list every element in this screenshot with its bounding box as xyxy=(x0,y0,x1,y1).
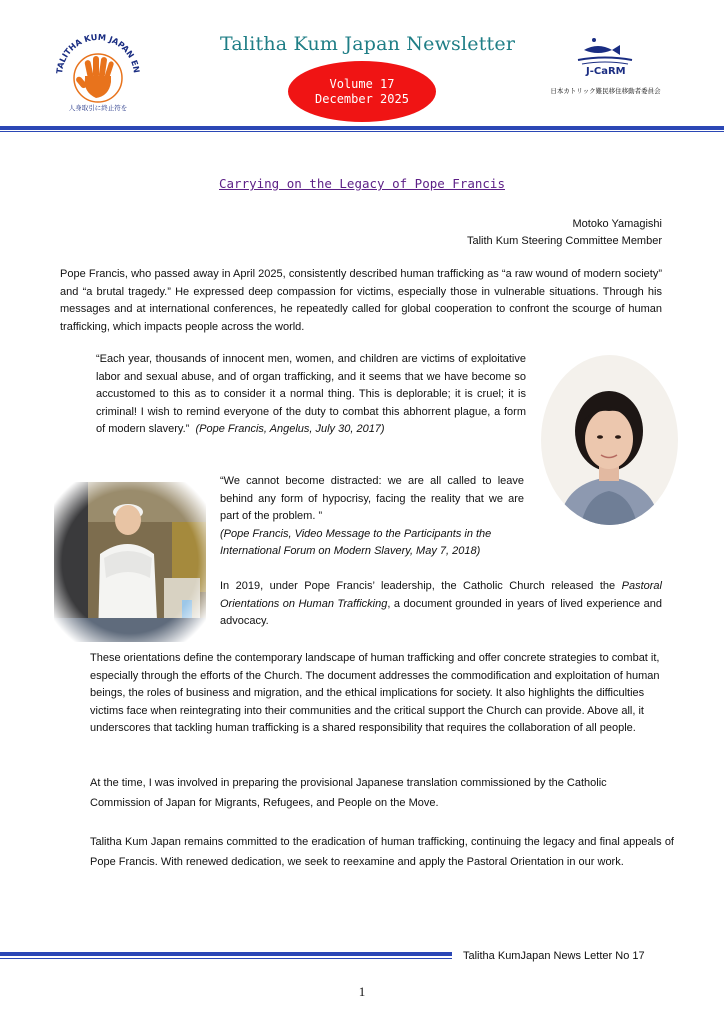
closing-paragraph: Talitha Kum Japan remains committed to the eradication of human trafficking, continuing the legacy and final appeals of Pope Francis. With renewed dedication, we seek to reexamine and apply the Pastoral Orientation in our work. xyxy=(90,836,674,868)
footer-rule-thin xyxy=(0,958,452,959)
orientations-paragraph: These orientations define the contemporary landscape of human trafficking and offer concrete strategies to combat it, especially through the efforts of the Church. The document addresses the commodification and exploitation of human beings, the roles of business and migration, and the ethical implications for society. It also highlights the difficulties victims face when reintegrating into their communities and the critical support the Church can provide. Above all, it underscores that tackling human trafficking is a shared responsibility that requires the collaboration of all people. xyxy=(90,652,660,734)
volume-badge xyxy=(288,61,436,122)
author-portrait-photo xyxy=(541,355,678,525)
issue-date: December 2025 xyxy=(315,91,409,106)
logo-bottom-text: 人身取引に終止符を xyxy=(68,104,128,112)
author-block xyxy=(467,216,662,250)
quote-2017-text: “Each year, thousands of innocent men, women, and children are victims of exploitative labor and sexual abuse, and of organ trafficking, and it seems that we have become so accustomed to this as to consider it a normal thing. This is deplorable; it is cruel; it is criminal! I wish to remind everyone of the duty to combat this abhorrent plague, a form of modern slavery.” xyxy=(96,353,526,435)
intro-paragraph: Pope Francis, who passed away in April 2025, consistently described human trafficking as “a raw wound of modern society” and “a brutal tragedy.” He expressed deep compassion for victims, especially those in vulnerable situations. Through his messages and at international conferences, he repeatedly called for global cooperation to confront the scourge of human trafficking, which impacts people across the world. xyxy=(60,268,662,333)
pastoral-orientations-paragraph xyxy=(220,578,662,631)
header-rule-thin xyxy=(0,131,724,132)
footer-label: Talitha KumJapan News Letter No 17 xyxy=(463,950,645,962)
header-rule xyxy=(0,126,724,130)
article-title: Carrying on the Legacy of Pope Francis xyxy=(219,176,505,191)
quote-2018-text: “We cannot become distracted: we are all called to leave behind any form of hypocrisy, facing the reality that we are part of the problem. ” xyxy=(220,475,524,522)
talitha-kum-japan-logo xyxy=(52,26,144,112)
j-carm-wordmark: J-CaRM xyxy=(586,66,626,77)
p2-text-after: , a document grounded in years of lived experience and advocacy. xyxy=(220,597,662,627)
footer-rule xyxy=(0,952,452,956)
logo-arc-text: TALITHA KUM JAPAN EN xyxy=(54,31,142,75)
page-number: 1 xyxy=(358,984,366,999)
translation-paragraph: At the time, I was involved in preparing the provisional Japanese translation commissioned by the Catholic Commission of Japan for Migrants, Refugees, and People on the Move. xyxy=(90,777,607,809)
quote-2017 xyxy=(96,351,526,439)
quote-2018-citation: (Pope Francis, Video Message to the Participants in the International Forum on Modern Slavery, May 7, 2018) xyxy=(220,527,492,557)
j-carm-logo xyxy=(548,36,663,98)
volume-label: Volume 17 xyxy=(329,76,395,91)
pope-francis-photo xyxy=(54,482,206,642)
author-name: Motoko Yamagishi xyxy=(572,218,662,230)
fish-icon xyxy=(578,38,632,64)
quote-2018 xyxy=(220,473,524,561)
j-carm-subtext: 日本カトリック難民移住移動者委員会 xyxy=(550,88,661,95)
p2-text-before: In 2019, under Pope Francis’ leadership, the Catholic Church released the xyxy=(220,580,622,592)
quote-2017-citation: (Pope Francis, Angelus, July 30, 2017) xyxy=(195,423,385,435)
author-role: Talith Kum Steering Committee Member xyxy=(466,235,662,247)
p2-document-title: Pastoral Orientations on Human Trafficking xyxy=(220,580,662,610)
newsletter-title: Talitha Kum Japan Newsletter xyxy=(220,33,516,55)
